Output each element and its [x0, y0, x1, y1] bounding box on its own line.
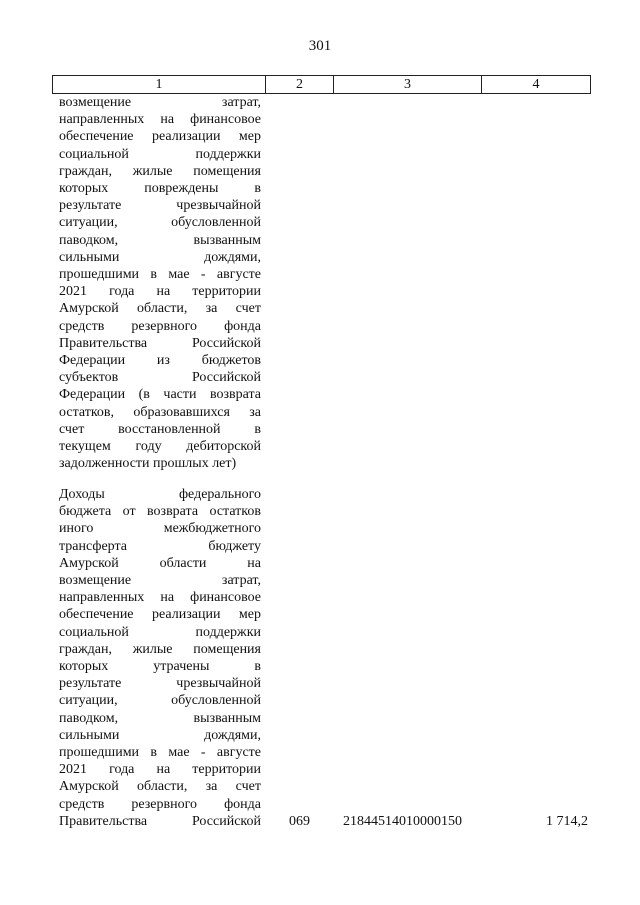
row-1-description	[59, 94, 261, 472]
description-line: 2021 года на территории	[59, 762, 261, 778]
page-number: 301	[308, 38, 332, 54]
description-line: бюджета от возврата остатков	[59, 504, 261, 520]
description-line: счет восстановленной в	[59, 421, 261, 437]
description-line: Амурской области, за счет	[59, 779, 261, 795]
description-line: возмещение затрат,	[59, 95, 261, 110]
description-line: социальной поддержки	[59, 624, 261, 640]
description-line: Правительства Российской	[59, 335, 261, 351]
description-line: прошедшими в мае - августе	[59, 745, 261, 761]
description-line: граждан, жилые помещения	[59, 641, 261, 657]
description-line: которых утрачены в	[59, 659, 261, 675]
table-column-header-row	[52, 75, 591, 94]
description-line: возмещение затрат,	[59, 573, 261, 589]
description-line: Федерации (в части возврата	[59, 387, 261, 403]
description-line: трансферта бюджету	[59, 538, 261, 554]
description-line: сильными дождями,	[59, 249, 261, 265]
description-line: паводком, вызванным	[59, 232, 261, 248]
description-line: остатков, образовавшихся за	[59, 404, 261, 420]
description-line: социальной поддержки	[59, 146, 261, 162]
row-2-admin-code: 069	[289, 814, 310, 829]
row-2-description	[59, 486, 261, 830]
column-header-1: 1	[53, 76, 266, 93]
description-line: направленных на финансовое	[59, 112, 261, 128]
column-header-3: 3	[334, 76, 482, 93]
description-line: обеспечение реализации мер	[59, 607, 261, 623]
description-line: результате чрезвычайной	[59, 198, 261, 214]
description-line: которых повреждены в	[59, 181, 261, 197]
row-2-budget-classification-code: 21844514010000150	[343, 814, 462, 829]
description-line: ситуации, обусловленной	[59, 693, 261, 709]
description-line: результате чрезвычайной	[59, 676, 261, 692]
description-line: средств резервного фонда	[59, 796, 261, 812]
description-line: граждан, жилые помещения	[59, 163, 261, 179]
description-line: Доходы федерального	[59, 487, 261, 502]
description-line: задолженности прошлых лет)	[59, 456, 237, 472]
description-line: Федерации из бюджетов	[59, 353, 261, 369]
description-line: Амурской области, за счет	[59, 301, 261, 317]
description-line: средств резервного фонда	[59, 318, 261, 334]
description-line: паводком, вызванным	[59, 710, 261, 726]
column-header-4: 4	[532, 77, 540, 92]
column-header-2: 2	[266, 76, 334, 93]
description-line: обеспечение реализации мер	[59, 129, 261, 145]
description-line: сильными дождями,	[59, 727, 261, 743]
description-line: иного межбюджетного	[59, 521, 261, 537]
row-2-amount: 1 714,2	[546, 814, 588, 829]
description-line: Правительства Российской	[59, 813, 261, 829]
description-line: Амурской области на	[59, 555, 261, 571]
description-line: прошедшими в мае - августе	[59, 267, 261, 283]
description-line: ситуации, обусловленной	[59, 215, 261, 231]
description-line: субъектов Российской	[59, 370, 261, 386]
description-line: направленных на финансовое	[59, 590, 261, 606]
description-line: 2021 года на территории	[59, 284, 261, 300]
description-line: текущем году дебиторской	[59, 439, 261, 455]
